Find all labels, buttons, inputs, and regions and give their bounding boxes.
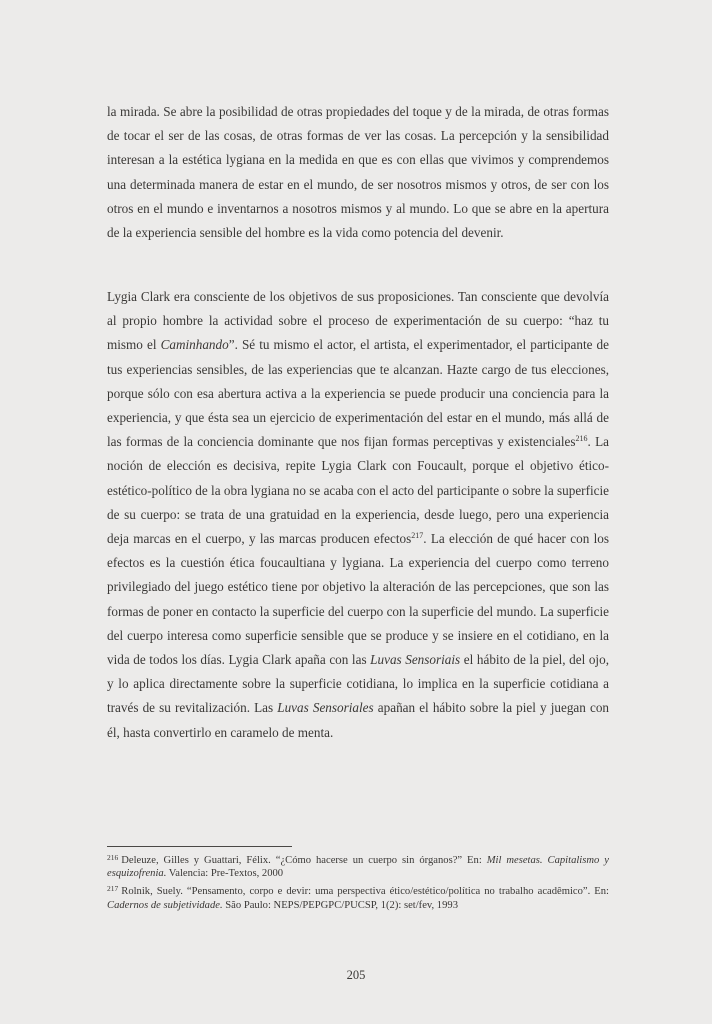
footnote-217	[107, 882, 609, 911]
footnote-text: São Paulo: NEPS/PEPGPC/PUCSP, 1(2): set/fev, 1993	[222, 899, 458, 911]
italic-title: Caminhando	[160, 337, 229, 353]
footnote-text: Deleuze, Gilles y Guattari, Félix. “¿Cómo hacerse un cuerpo sin órganos?” En:	[121, 855, 487, 866]
italic-title: Luvas Sensoriales	[277, 700, 374, 716]
footnote-216	[107, 851, 609, 880]
footnote-number: 216	[107, 853, 119, 862]
footnote-italic-title: Cadernos de subjetividade.	[107, 899, 223, 911]
paragraph-text: ”. Sé tu mismo el actor, el artista, el experimentador, el participante de tus experiencias sensibles, de las experiencias que te alcanzan. Hazte cargo de tus elecciones, porque sólo con esa abertura activa a la experiencia se puede producir una conciencia para la experiencia, y que ésta sea un ejercicio de experimentación del estar en el mundo, más allá de las formas de la conciencia dominante que nos fijan formas perceptivas y existenciales	[107, 337, 609, 450]
italic-title: Luvas Sensoriais	[370, 652, 461, 668]
footnote-ref-217: 217	[411, 531, 424, 541]
footnote-text: Rolnik, Suely. “Pensamento, corpo e devir: uma perspectiva ético/estético/política no trabalho acadêmico”. En:	[121, 886, 609, 898]
paragraph-text: el hábito de la piel, del ojo, y lo aplica directamente sobre la superficie cotidiana, lo implica en la superficie cotidiana a través de su revitalización. Las	[107, 652, 609, 716]
footnote-italic-title: Mil mesetas. Capitalismo y esquizofrenia.	[107, 855, 609, 880]
paragraph-text: la mirada. Se abre la posibilidad de otras propiedades del toque y de la mirada, de otras formas de tocar el ser de las cosas, de otras formas de ver las cosas. La percepción y la sensibilidad interesan a la estética lygiana en la medida en que es con ellas que vivimos y comprendemos una determinada manera de estar en el mundo, de ser nosotros mismos y otros, de ser con los otros en el mundo e inventarnos a nosotros mismos y al mundo. Lo que se abre en la apertura de la experiencia sensible del hombre es la vida como potencia del devenir.	[107, 104, 609, 241]
footnote-divider	[107, 846, 292, 847]
page-number: 205	[346, 968, 366, 982]
footnote-ref-216: 216	[575, 434, 588, 444]
paragraph-text: . La noción de elección es decisiva, repite Lygia Clark con Foucault, porque el objetivo ético-estético-político de la obra lygiana no se acaba con el acto del participante o sobre la superficie de su cuerpo: se trata de una gratuidad en la experiencia, desde luego, pero una experiencia deja marcas en el cuerpo, y las marcas producen efectos	[107, 434, 609, 547]
footnote-number: 217	[107, 884, 119, 894]
paragraph-text: . La elección de qué hacer con los efectos es la cuestión ética foucaultiana y lygiana. La experiencia del cuerpo como terreno privilegiado del juego estético tiene por objetivo la alteración de las percepciones, que son las formas de poner en contacto la superficie del cuerpo con la superficie del mundo. La superficie del cuerpo interesa como superficie sensible que se produce y se insiere en el cotidiano, en la vida de todos los días. Lygia Clark apaña con las	[107, 531, 609, 668]
footnotes	[107, 851, 609, 914]
paragraph-text: Lygia Clark era consciente de los objetivos de sus proposiciones. Tan consciente que devolvía al propio hombre la actividad sobre el proceso de experimentación de su cuerpo: “haz tu mismo el	[107, 289, 609, 353]
body-paragraph-2	[107, 285, 609, 745]
body-paragraph-1	[107, 100, 609, 245]
footnote-text: Valencia: Pre-Textos, 2000	[166, 868, 284, 880]
paragraph-text: apañan el hábito sobre la piel y juegan con él, hasta convertirlo en caramelo de menta.	[107, 700, 610, 740]
